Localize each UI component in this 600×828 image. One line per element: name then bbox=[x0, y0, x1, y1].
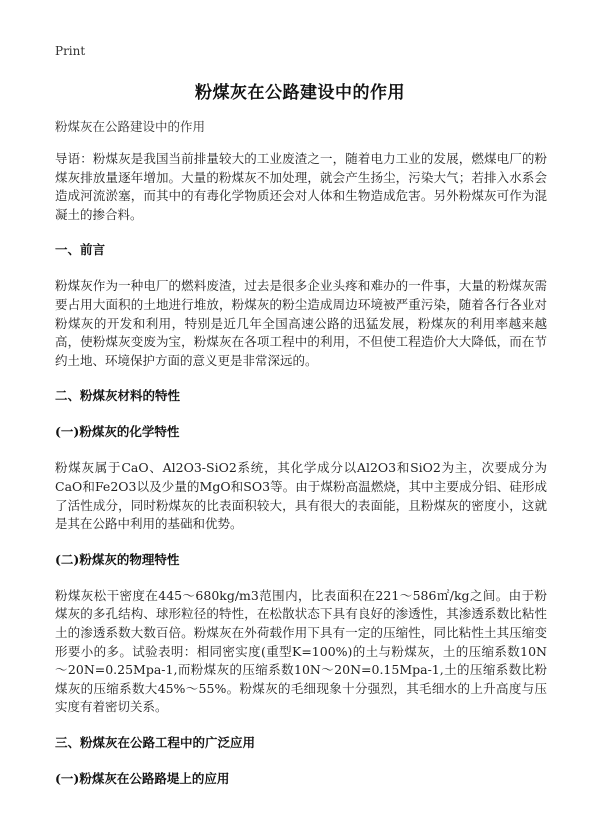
subsection-heading-chemical: (一)粉煤灰的化学特性 bbox=[55, 424, 180, 440]
chemical-paragraph: 粉煤灰属于CaO、Al2O3-SiO2系统，其化学成分以Al2O3和SiO2为主，次要成分为CaO和Fe2O3以及少量的MgO和SO3等。由于煤粉高温燃烧，其中主要成分铝、硅形成了活性成分，同时粉煤灰的比表面积较大，具有很大的表面能，且粉煤灰的密度小，这就是其在公路中利用的基础和优势。 bbox=[55, 460, 547, 532]
subsection-heading-physical: (二)粉煤灰的物理特性 bbox=[55, 551, 180, 567]
section-heading-preface: 一、前言 bbox=[55, 242, 106, 258]
physical-paragraph: 粉煤灰松干密度在445～680kg/m3范围内，比表面积在221～586㎡/kg之间。由于粉煤灰的多孔结构、球形粒径的特性，在松散状态下具有良好的渗透性，其渗透系数比粘性土的渗透系数大数百倍。粉煤灰在外荷载作用下具有一定的压缩性，同比粘性土其压缩变形要小的多。试验表明：相同密实度(重型K=100%)的土与粉煤灰，土的压缩系数10N～20N=0.25Mpa-1,而粉煤灰的压缩系数10N～20N=0.15Mpa-1,土的压缩系数比粉煤灰的压缩系数大45%～55%。粉煤灰的毛细现象十分强烈，其毛细水的上升高度与压实度有着密切关系。 bbox=[55, 587, 547, 715]
article-body bbox=[55, 118, 547, 806]
intro-paragraph: 导语：粉煤灰是我国当前排量较大的工业废渣之一，随着电力工业的发展，燃煤电厂的粉煤灰排放量逐年增加。大量的粉煤灰不加处理，就会产生扬尘，污染大气；若排入水系会造成河流淤塞，而其中的有毒化学物质还会对人体和生物造成危害。另外粉煤灰可作为混凝土的掺合料。 bbox=[55, 151, 547, 222]
page-title: 粉煤灰在公路建设中的作用 bbox=[195, 83, 405, 103]
article-subtitle: 粉煤灰在公路建设中的作用 bbox=[55, 119, 206, 134]
subsection-heading-embankment: (一)粉煤灰在公路路堤上的应用 bbox=[55, 770, 230, 786]
print-link[interactable]: Print bbox=[55, 44, 86, 58]
section-heading-properties: 二、粉煤灰材料的特性 bbox=[55, 388, 181, 404]
section-heading-applications: 三、粉煤灰在公路工程中的广泛应用 bbox=[55, 734, 256, 750]
preface-paragraph: 粉煤灰作为一种电厂的燃料废渣，过去是很多企业头疼和难办的一件事，大量的粉煤灰需要占用大面积的土地进行堆放，粉煤灰的粉尘造成周边环境被严重污染，随着各行各业对粉煤灰的开发和利用，特别是近几年全国高速公路的迅猛发展，粉煤灰的利用率越来越高，使粉煤灰变废为宝，粉煤灰在各项工程中的利用，不但使工程造价大大降低，而在节约土地、环境保护方面的意义更是非常深远的。 bbox=[55, 278, 547, 368]
